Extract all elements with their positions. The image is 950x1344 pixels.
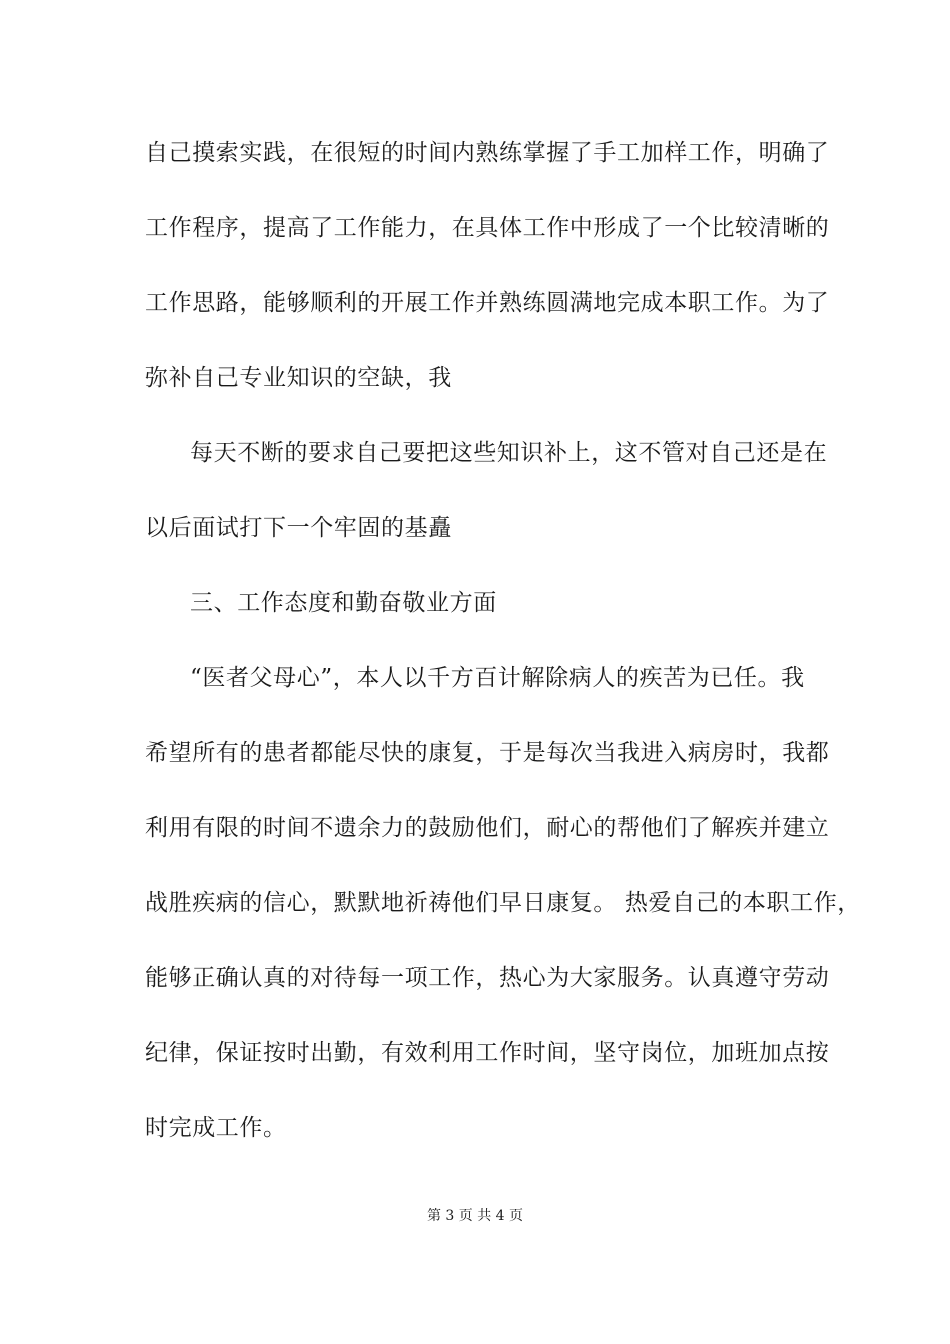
body-line: 纪律，保证按时出勤，有效利用工作时间，坚守岗位，加班加点按 xyxy=(145,1040,830,1066)
paragraph-first-line: 每天不断的要求自己要把这些知识补上，这不管对自己还是在 xyxy=(190,440,828,466)
body-line: 工作程序，提高了工作能力，在具体工作中形成了一个比较清晰的 xyxy=(145,215,830,241)
body-line: 能够正确认真的对待每一项工作，热心为大家服务。认真遵守劳动 xyxy=(145,965,830,991)
body-line: 自己摸索实践，在很短的时间内熟练掌握了手工加样工作，明确了 xyxy=(145,140,830,166)
body-line: 希望所有的患者都能尽快的康复，于是每次当我进入病房时，我都 xyxy=(145,740,830,766)
body-line: 工作思路，能够顺利的开展工作并熟练圆满地完成本职工作。为了 xyxy=(145,290,830,316)
body-line: 以后面试打下一个牢固的基矗 xyxy=(145,515,452,541)
page-number-footer: 第 3 页 共 4 页 xyxy=(426,1208,524,1224)
section-heading: 三、工作态度和勤奋敬业方面 xyxy=(190,590,497,616)
paragraph-first-line: “医者父母心”，本人以千方百计解除病人的疾苦为已任。我 xyxy=(190,665,805,691)
body-line: 战胜疾病的信心，默默地祈祷他们早日康复。 热爱自己的本职工作， xyxy=(145,890,861,916)
body-line: 时完成工作。 xyxy=(145,1115,287,1141)
body-line: 利用有限的时间不遗余力的鼓励他们，耐心的帮他们了解疾并建立 xyxy=(145,815,830,841)
body-line: 弥补自己专业知识的空缺，我 xyxy=(145,365,452,391)
